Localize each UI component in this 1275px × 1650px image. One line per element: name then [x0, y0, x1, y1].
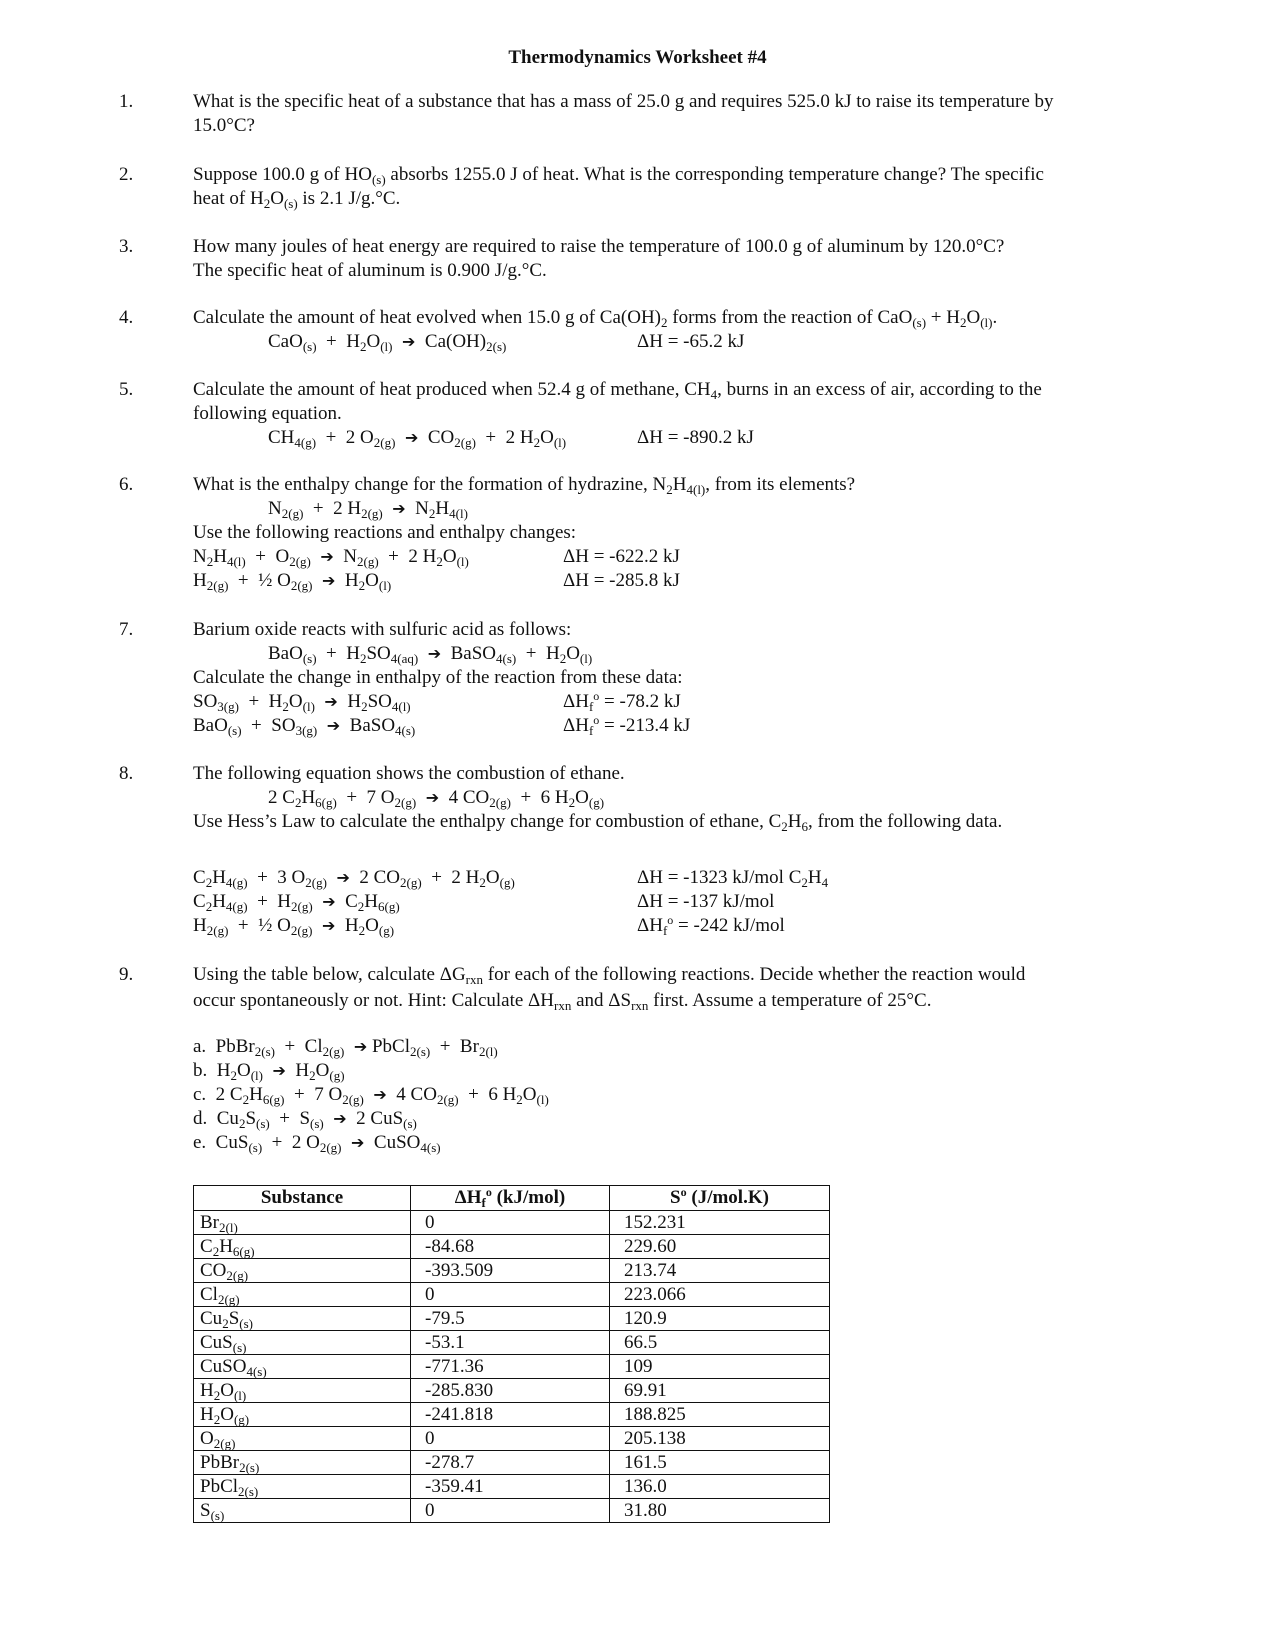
substance-cell: $S_{(s)}$ [194, 1499, 411, 1523]
entropy-cell: 223.066 [610, 1283, 830, 1307]
entropy-cell: 188.825 [610, 1403, 830, 1427]
entropy-cell: 213.74 [610, 1259, 830, 1283]
entropy-cell: 161.5 [610, 1451, 830, 1475]
entropy-cell: 120.9 [610, 1307, 830, 1331]
question-7-reaction-2: $BaO_{(s)} + SO_{3(g)}$ ➔ BaSO$_{4(s)}$ [193, 715, 416, 738]
question-6-instruction: Use the following reactions and enthalpy changes: [193, 522, 577, 543]
question-8-enthalpy-1: ΔH = -1323 kJ/mol $C_2H_4$ [637, 867, 829, 890]
table-row [194, 1331, 830, 1355]
question-number-9: 9. [119, 964, 134, 985]
enthalpy-cell: -771.36 [411, 1355, 610, 1379]
question-8-reaction-3: $H_{2(g)}$ + ½ $O_{2(g)}$ ➔ $H_2O_{(g)}$ [193, 915, 395, 938]
question-6-target-equation: $N_{2(g)} + 2$ $H_{2(g)}$ ➔ $N_2H_{4(l)}$ [268, 498, 468, 521]
table-row [194, 1211, 830, 1235]
question-8-instruction: Use Hess’s Law to calculate the enthalpy change for combustion of ethane, $C_2H_6$, from the following data. [193, 811, 1003, 834]
enthalpy-cell: -359.41 [411, 1475, 610, 1499]
enthalpy-cell: -241.818 [411, 1403, 610, 1427]
substance-cell: $H_2O_{(l)}$ [194, 1379, 411, 1403]
entropy-cell: 136.0 [610, 1475, 830, 1499]
table-row [194, 1379, 830, 1403]
substance-cell: $Cl_{2(g)}$ [194, 1283, 411, 1307]
question-6-reaction-2: $H_{2(g)}$ + ½ $O_{2(g)}$ ➔ $H_2O_{(l)}$ [193, 570, 392, 593]
table-row [194, 1235, 830, 1259]
header-entropy: $S^o$ (J/mol.K) [610, 1186, 830, 1211]
question-5-enthalpy: ΔH = -890.2 kJ [637, 427, 754, 448]
enthalpy-cell: -53.1 [411, 1331, 610, 1355]
table-header-row [194, 1186, 830, 1211]
page-title: Thermodynamics Worksheet #4 [508, 47, 767, 68]
substance-cell: $H_2O_{(g)}$ [194, 1403, 411, 1427]
question-5-text: Calculate the amount of heat produced when 52.4 g of methane, $CH_4$, burns in an excess of air, according to the following equation. [193, 379, 1042, 424]
question-6-reaction-1: $N_2H_{4(l)} + O_{2(g)}$ ➔ $N_{2(g)} + 2$ $H_2O_{(l)}$ [193, 546, 469, 569]
question-8-enthalpy-2: ΔH = -137 kJ/mol [637, 891, 775, 912]
enthalpy-cell: -285.830 [411, 1379, 610, 1403]
enthalpy-cell: -84.68 [411, 1235, 610, 1259]
header-substance: Substance [194, 1186, 411, 1211]
question-4-equation: $CaO_{(s)} + H_2O_{(l)}$ ➔ $Ca(OH)_{2(s)}$ [268, 331, 507, 354]
enthalpy-cell: -393.509 [411, 1259, 610, 1283]
question-9-reaction-c: c. 2 $C_2H_{6(g)} + 7$ $O_{2(g)}$ ➔ 4 $CO_{2(g)} + 6$ $H_2O_{(l)}$ [193, 1084, 549, 1107]
table-row [194, 1283, 830, 1307]
question-8-reaction-1: $C_2H_{4(g)} + 3$ $O_{2(g)}$ ➔ 2 $CO_{2(g)} + 2$ $H_2O_{(g)}$ [193, 867, 515, 890]
question-7-target-equation: $BaO_{(s)} + H_2SO_{4(aq)}$ ➔ BaSO$_{4(s)}$ + $H_2O_{(l)}$ [268, 643, 593, 666]
question-number-2: 2. [119, 164, 134, 185]
question-6-enthalpy-2: ΔH = -285.8 kJ [563, 570, 680, 591]
question-5-equation: $CH_{4(g)} + 2$ $O_{2(g)}$ ➔ $CO_{2(g)} + 2$ $H_2O_{(l)}$ [268, 427, 567, 450]
question-number-5: 5. [119, 379, 134, 400]
question-7-reaction-1: $SO_{3(g)} + H_2O_{(l)}$ ➔ $H_2SO_{4(l)}$ [193, 691, 411, 714]
enthalpy-cell: -79.5 [411, 1307, 610, 1331]
question-8-reaction-2: $C_2H_{4(g)} + H_{2(g)}$ ➔ $C_2H_{6(g)}$ [193, 891, 400, 914]
question-number-6: 6. [119, 474, 134, 495]
substance-cell: $C_2H_{6(g)}$ [194, 1235, 411, 1259]
question-1-text: What is the specific heat of a substance that has a mass of 25.0 g and requires 525.0 kJ to raise its temperature by 15.0°C? [193, 91, 1054, 136]
entropy-cell: 152.231 [610, 1211, 830, 1235]
question-3-text: How many joules of heat energy are required to raise the temperature of 100.0 g of aluminum by 120.0°C? The specific heat of aluminum is 0.900 J/g.°C. [193, 236, 1005, 281]
enthalpy-cell: 0 [411, 1283, 610, 1307]
question-number-4: 4. [119, 307, 134, 328]
question-number-8: 8. [119, 763, 134, 784]
thermo-data-table [193, 1185, 830, 1523]
entropy-cell: 31.80 [610, 1499, 830, 1523]
question-number-3: 3. [119, 236, 134, 257]
enthalpy-cell: -278.7 [411, 1451, 610, 1475]
substance-cell: CuS$_{(s)}$ [194, 1331, 411, 1355]
entropy-cell: 66.5 [610, 1331, 830, 1355]
question-9-reaction-d: d. $Cu_2S_{(s)} + S_{(s)}$ ➔ 2 CuS$_{(s)}$ [193, 1108, 417, 1131]
question-9-text: Using the table below, calculate $\Delta G_{rxn}$ for each of the following reactions. Decide whether the reaction would occur spontaneously or not. Hint: Calculate $\Delta H_{rxn}$ and $\Delta S_{rxn}$ first. Assume a temperature of 25°C. [193, 964, 1026, 1013]
question-6-text: What is the enthalpy change for the formation of hydrazine, $N_2H_{4(l)}$, from its elements? [193, 474, 856, 497]
question-9-reaction-a: a. PbBr$_{2(s)}$ + $Cl_{2(g)}$ ➔ PbCl$_{2(s)}$ + $Br_{2(l)}$ [193, 1036, 498, 1059]
question-2-text: Suppose 100.0 g of $HO_{(s)}$ absorbs 1255.0 J of heat. What is the corresponding temperature change? The specific heat of $H_2O_{(s)}$ is 2.1 J/g.°C. [193, 164, 1044, 211]
substance-cell: $O_{2(g)}$ [194, 1427, 411, 1451]
question-7-instruction: Calculate the change in enthalpy of the reaction from these data: [193, 667, 683, 688]
entropy-cell: 109 [610, 1355, 830, 1379]
question-8-enthalpy-3: $\Delta H_f^o = -242$ kJ/mol [637, 913, 785, 938]
enthalpy-cell: 0 [411, 1211, 610, 1235]
substance-cell: PbBr$_{2(s)}$ [194, 1451, 411, 1475]
substance-cell: $Br_{2(l)}$ [194, 1211, 411, 1235]
question-4-enthalpy: ΔH = -65.2 kJ [637, 331, 745, 352]
entropy-cell: 205.138 [610, 1427, 830, 1451]
question-number-1: 1. [119, 91, 134, 112]
question-7-text: Barium oxide reacts with sulfuric acid as follows: [193, 619, 572, 640]
table-row [194, 1259, 830, 1283]
question-9-reaction-b: b. $H_2O_{(l)}$ ➔ $H_2O_{(g)}$ [193, 1060, 345, 1083]
substance-cell: PbCl$_{2(s)}$ [194, 1475, 411, 1499]
question-8-text: The following equation shows the combustion of ethane. [193, 763, 625, 784]
entropy-cell: 229.60 [610, 1235, 830, 1259]
entropy-cell: 69.91 [610, 1379, 830, 1403]
enthalpy-cell: 0 [411, 1427, 610, 1451]
table-row [194, 1451, 830, 1475]
table-row [194, 1475, 830, 1499]
enthalpy-cell: 0 [411, 1499, 610, 1523]
question-8-target-equation: 2 $C_2H_{6(g)} + 7$ $O_{2(g)}$ ➔ 4 $CO_{2(g)} + 6$ $H_2O_{(g)}$ [268, 787, 605, 810]
table-row [194, 1499, 830, 1523]
header-enthalpy: $\Delta H_f^o$ (kJ/mol) [411, 1186, 610, 1211]
question-4-text: Calculate the amount of heat evolved when 15.0 g of $Ca(OH)_2$ forms from the reaction of $CaO_{(s)} + H_2O_{(l)}$. [193, 307, 998, 330]
table-row [194, 1403, 830, 1427]
table-row [194, 1427, 830, 1451]
question-9-reaction-e: e. CuS$_{(s)}$ + 2 $O_{2(g)}$ ➔ CuSO$_{4(s)}$ [193, 1132, 441, 1155]
question-number-7: 7. [119, 619, 134, 640]
table-row [194, 1307, 830, 1331]
table-row [194, 1355, 830, 1379]
substance-cell: $Cu_2S_{(s)}$ [194, 1307, 411, 1331]
question-7-enthalpy-2: $\Delta H_f^o = -213.4$ kJ [563, 713, 691, 738]
substance-cell: $CO_{2(g)}$ [194, 1259, 411, 1283]
question-7-enthalpy-1: $\Delta H_f^o = -78.2$ kJ [563, 689, 681, 714]
substance-cell: CuSO$_{4(s)}$ [194, 1355, 411, 1379]
question-6-enthalpy-1: ΔH = -622.2 kJ [563, 546, 680, 567]
